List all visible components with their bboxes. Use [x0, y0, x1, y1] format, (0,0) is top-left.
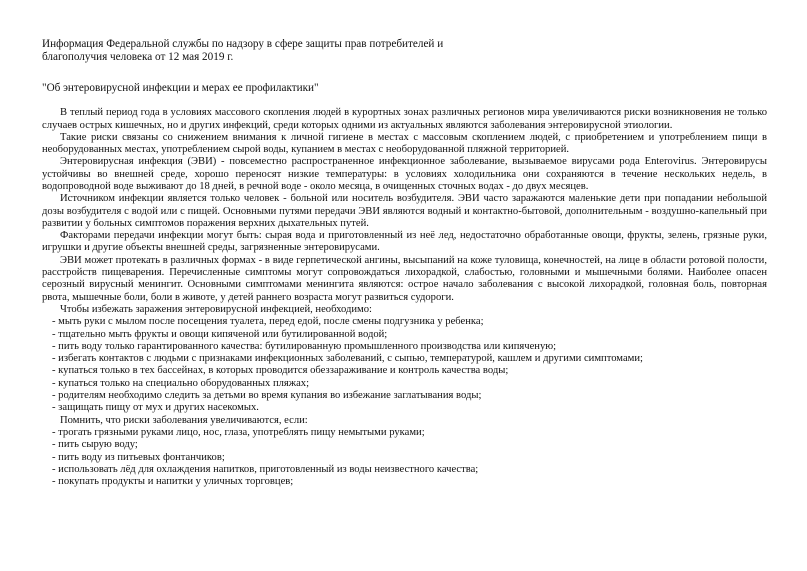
list-item: - покупать продукты и напитки у уличных торговцев; [52, 476, 294, 488]
list-item: - защищать пищу от мух и других насекомых. [52, 402, 259, 414]
list-item: - пить воду из питьевых фонтанчиков; [52, 451, 225, 463]
paragraph-symptoms: ЭВИ может протекать в различных формах - в виде герпетической ангины, высыпаний на коже туловища, конечностей, на лице в области ротовой полости, расстройств пищеварения. Перечисленные симптомы могут сопровождаться лихорадкой, слабостью, головными и мышечными болями. Наиболее опасен серозный вирусный менингит. Основными симптомами менингита являются: острое начало заболевания с высокой лихорадкой, головная боль, повторная рвота, мышечные боли, боли в животе, у детей раннего возраста могут развиться судороги. [42, 254, 767, 303]
paragraph-risks: Такие риски связаны со снижением внимания к личной гигиене в местах с массовым скоплением людей, с приобретением и употреблением пищи в необорудованных местах, употреблением сырой воды, купанием в местах с необорудованной пляжной территорией. [42, 131, 767, 156]
prevention-intro: Чтобы избежать заражения энтеровирусной инфекцией, необходимо: [60, 303, 372, 315]
list-item: - трогать грязными руками лицо, нос, глаза, употреблять пищу немытыми руками; [52, 426, 425, 438]
list-item: - пить воду только гарантированного качества: бутилированную промышленного производства или кипяченую; [52, 340, 557, 352]
list-item: - родителям необходимо следить за детьми во время купания во избежание заглатывания воды; [52, 390, 482, 402]
paragraph-intro: В теплый период года в условиях массового скопления людей в курортных зонах различных регионов мира увеличиваются риски возникновения не только случаев острых кишечных, но и других инфекций, среди которых одними из актуальных являются заболевания энтеровирусной этиологии. [42, 107, 767, 131]
risks-intro: Помнить, что риски заболевания увеличиваются, если: [60, 414, 308, 426]
paragraph-definition: Энтеровирусная инфекция (ЭВИ) - повсеместно распространенное инфекционное заболевание, вызываемое вирусами рода Enterovirus. Энтеровирусы устойчивы во внешней среде, хорошо переносят низкие температуры: в условиях холодильника они сохраняются в течение нескольких недель, в водопроводной воде выживают до 18 дней, в речной воде - около месяца, в очищенных сточных водах - до двух месяцев. [42, 156, 767, 192]
list-item: - тщательно мыть фрукты и овощи кипяченой или бутилированной водой; [52, 328, 388, 340]
paragraph-factors: Факторами передачи инфекции могут быть: сырая вода и приготовленный из неё лед, недостаточно обработанные овощи, фрукты, зелень, грязные руки, игрушки и другие объекты внешней среды, загрязненные энтеровирусами. [42, 230, 767, 254]
prevention-list [42, 316, 767, 414]
list-item: - избегать контактов с людьми с признаками инфекционных заболеваний, с сыпью, температурой, кашлем и другими симптомами; [52, 353, 643, 365]
paragraph-source: Источником инфекции является только человек - больной или носитель возбудителя. ЭВИ часто заражаются маленькие дети при попадании небольшой дозы возбудителя с водой или с пищей. Основными путями передачи ЭВИ являются водный и контактно-бытовой, дополнительным - воздушно-капельный при развитии у больных симптомов поражения верхних дыхательных путей. [42, 193, 767, 229]
list-item: - использовать лёд для охлаждения напитков, приготовленный из воды неизвестного качества; [52, 463, 479, 475]
document-title: "Об энтеровирусной инфекции и мерах ее профилактики" [42, 81, 319, 94]
document-page [42, 38, 767, 488]
document-header: Информация Федеральной службы по надзору в сфере защиты прав потребителей и благополучия человека от 12 мая 2019 г. [42, 38, 444, 64]
list-item: - купаться только на специально оборудованных пляжах; [52, 377, 310, 389]
list-item: - купаться только в тех бассейнах, в которых проводится обеззараживание и контроль качества воды; [52, 365, 509, 377]
risks-list [42, 427, 767, 488]
list-item: - пить сырую воду; [52, 439, 138, 451]
list-item: - мыть руки с мылом после посещения туалета, перед едой, после смены подгузника у ребенка; [52, 316, 484, 328]
